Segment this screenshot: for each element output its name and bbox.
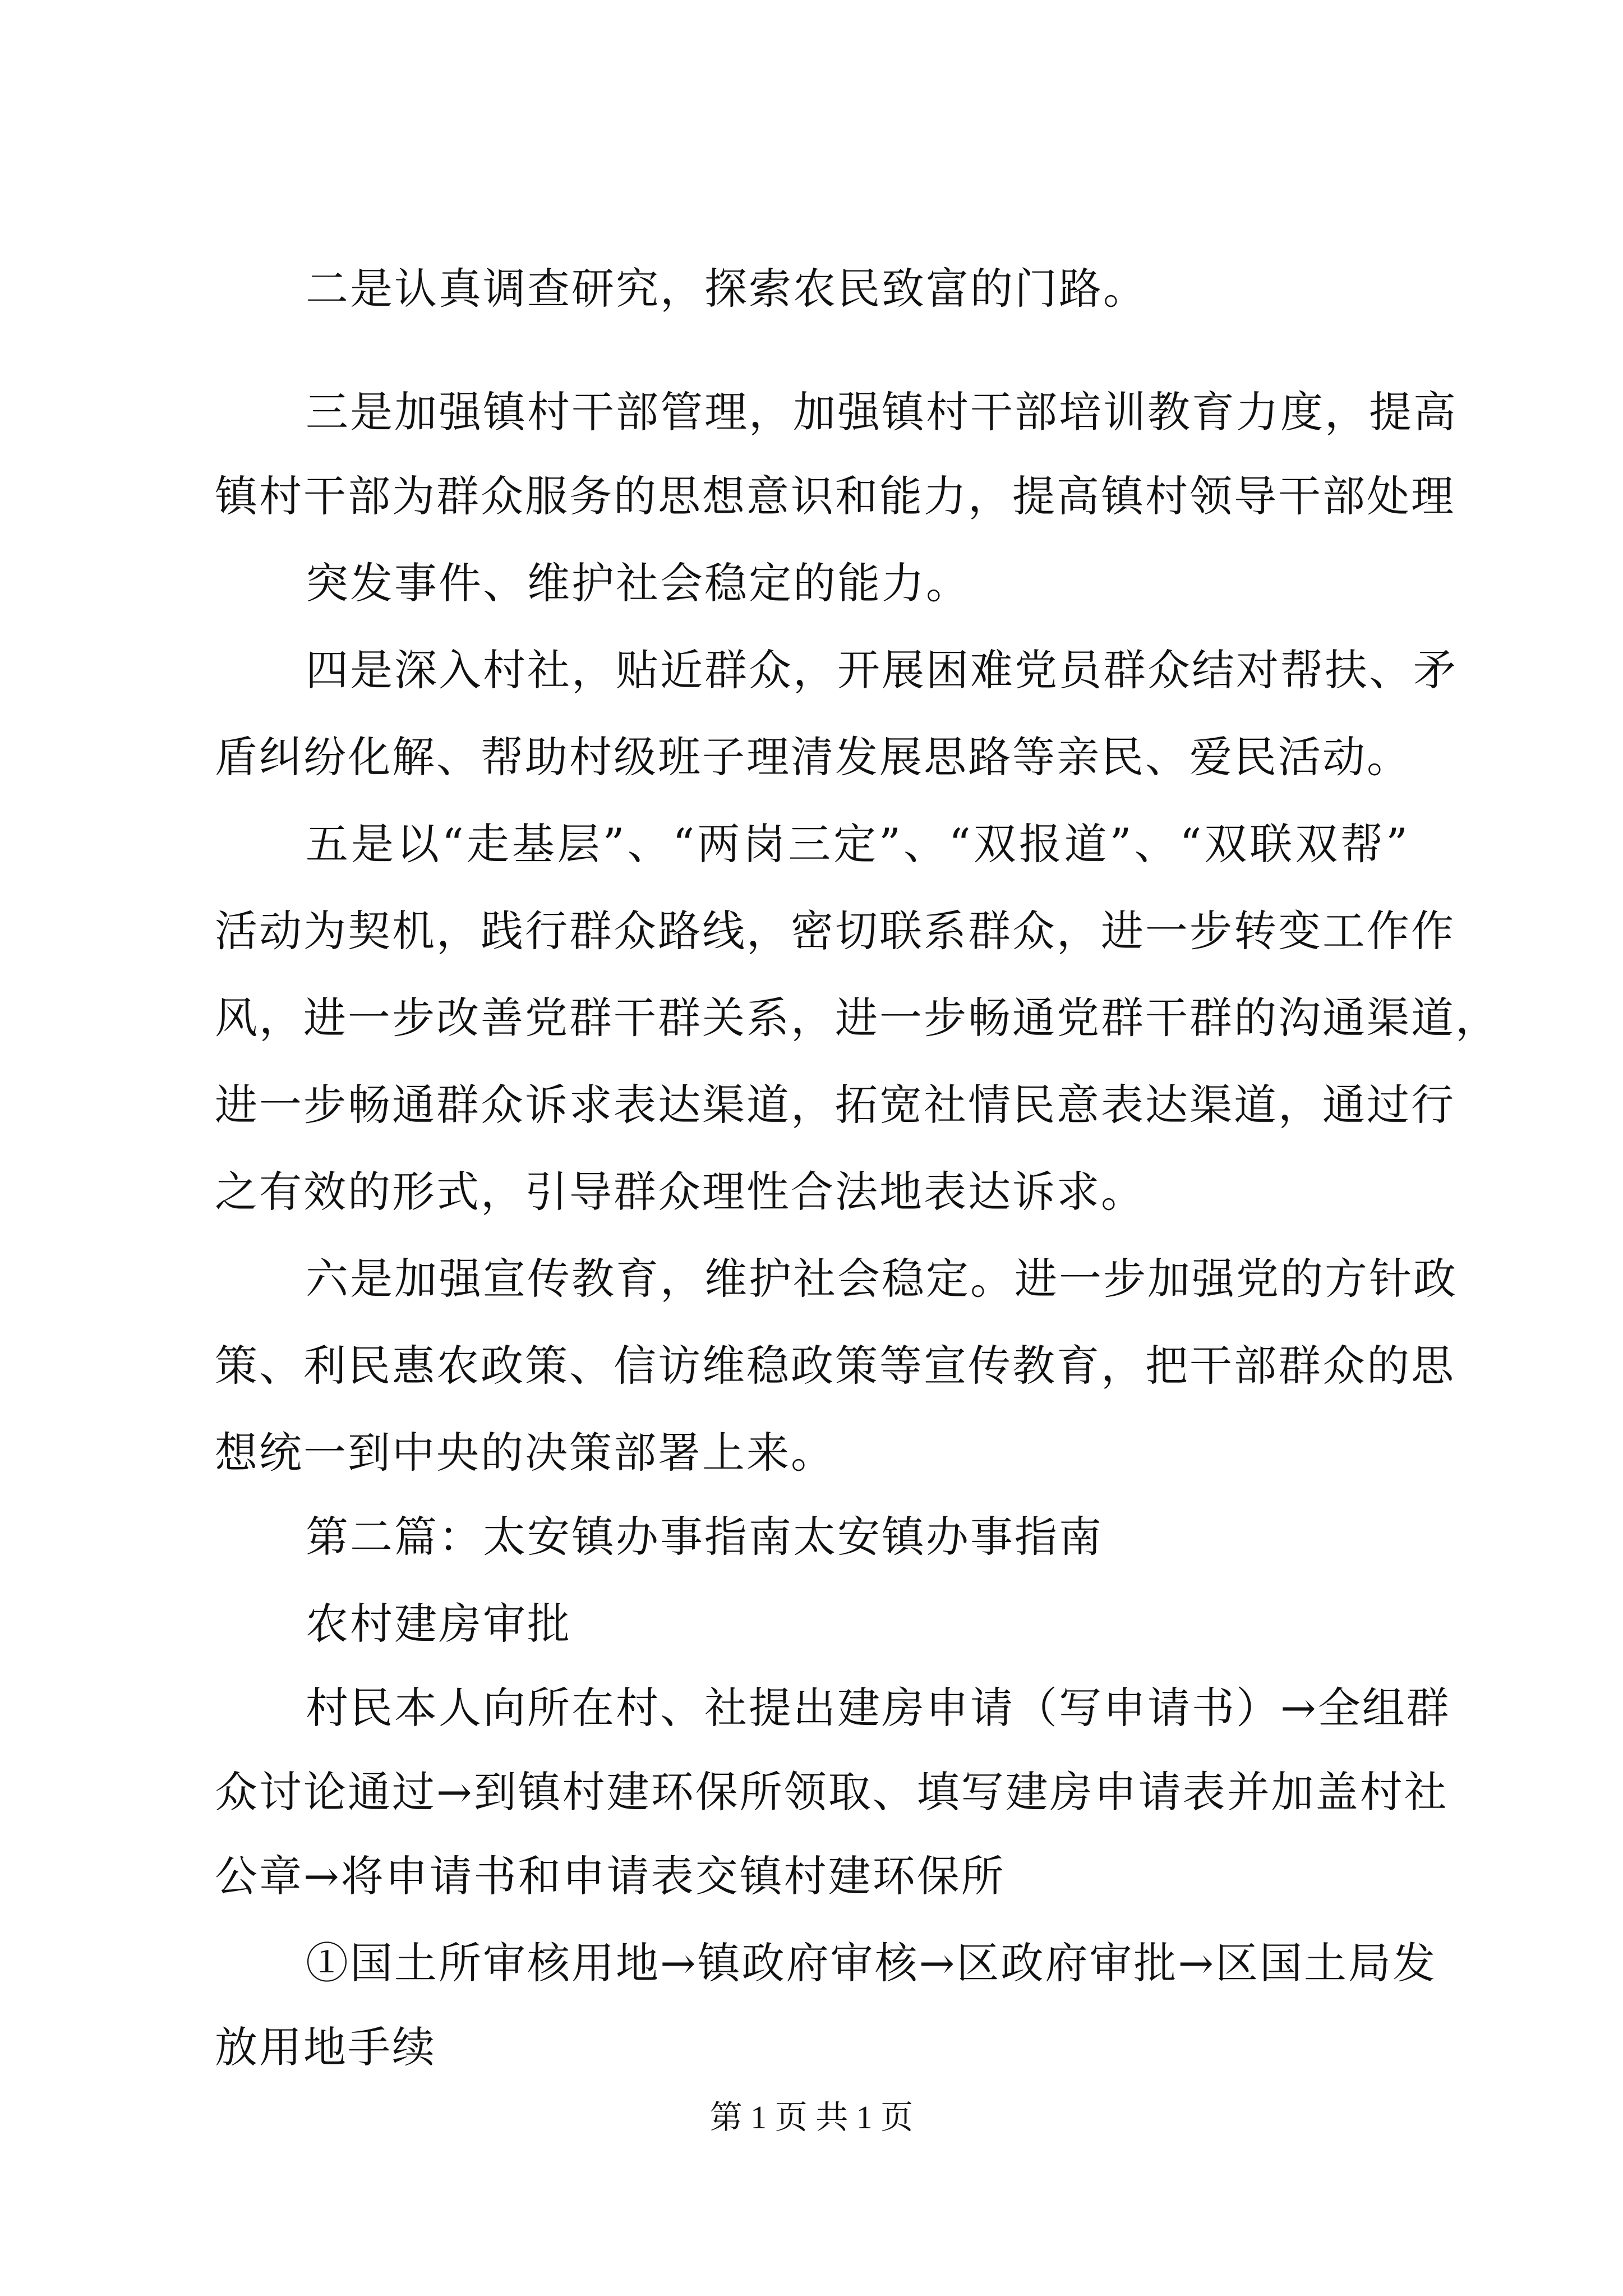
paragraph-line: 五是以“走基层”、“两岗三定”、“双报道”、“双联双帮”: [306, 819, 1409, 869]
paragraph-line: 公章→将申请书和申请表交镇村建环保所: [215, 1851, 1006, 1901]
paragraph-line: 六是加强宣传教育，维护社会稳定。进一步加强党的方针政: [306, 1254, 1458, 1304]
paragraph-line: 放用地手续: [215, 2022, 436, 2072]
paragraph-line: 策、利民惠农政策、信访维稳政策等宣传教育，把干部群众的思: [215, 1341, 1455, 1391]
paragraph-line: 三是加强镇村干部管理，加强镇村干部培训教育力度，提高: [306, 387, 1458, 437]
paragraph-line: 二是认真调查研究，探索农民致富的门路。: [306, 264, 1147, 314]
paragraph-line: 之有效的形式，引导群众理性合法地表达诉求。: [215, 1167, 1145, 1217]
page-number-footer: 第 1 页 共 1 页: [709, 2099, 914, 2136]
paragraph-line: 进一步畅通群众诉求表达渠道，拓宽社情民意表达渠道，通过行: [215, 1080, 1455, 1130]
paragraph-line: 想统一到中央的决策部署上来。: [215, 1428, 835, 1478]
paragraph-line: 盾纠纷化解、帮助村级班子理清发展思路等亲民、爱民活动。: [215, 732, 1411, 782]
paragraph-line: 众讨论通过→到镇村建环保所领取、填写建房申请表并加盖村社: [215, 1767, 1449, 1817]
paragraph-line: ①国土所审核用地→镇政府审核→区政府审批→区国土局发: [306, 1938, 1437, 1988]
paragraph-line: 活动为契机，践行群众路线，密切联系群众，进一步转变工作作: [215, 906, 1455, 956]
paragraph-line: 镇村干部为群众服务的思想意识和能力，提高镇村领导干部处理: [215, 471, 1455, 521]
paragraph-line: 村民本人向所在村、社提出建房申请（写申请书）→全组群: [306, 1683, 1451, 1733]
paragraph-line: 风，进一步改善党群干群关系，进一步畅通党群干群的沟通渠道，: [215, 993, 1500, 1043]
paragraph-line: 突发事件、维护社会稳定的能力。: [306, 558, 970, 608]
paragraph-line: 第二篇：太安镇办事指南太安镇办事指南: [306, 1512, 1103, 1562]
paragraph-line: 四是深入村社，贴近群众，开展困难党员群众结对帮扶、矛: [306, 645, 1458, 695]
paragraph-line: 农村建房审批: [306, 1599, 571, 1649]
